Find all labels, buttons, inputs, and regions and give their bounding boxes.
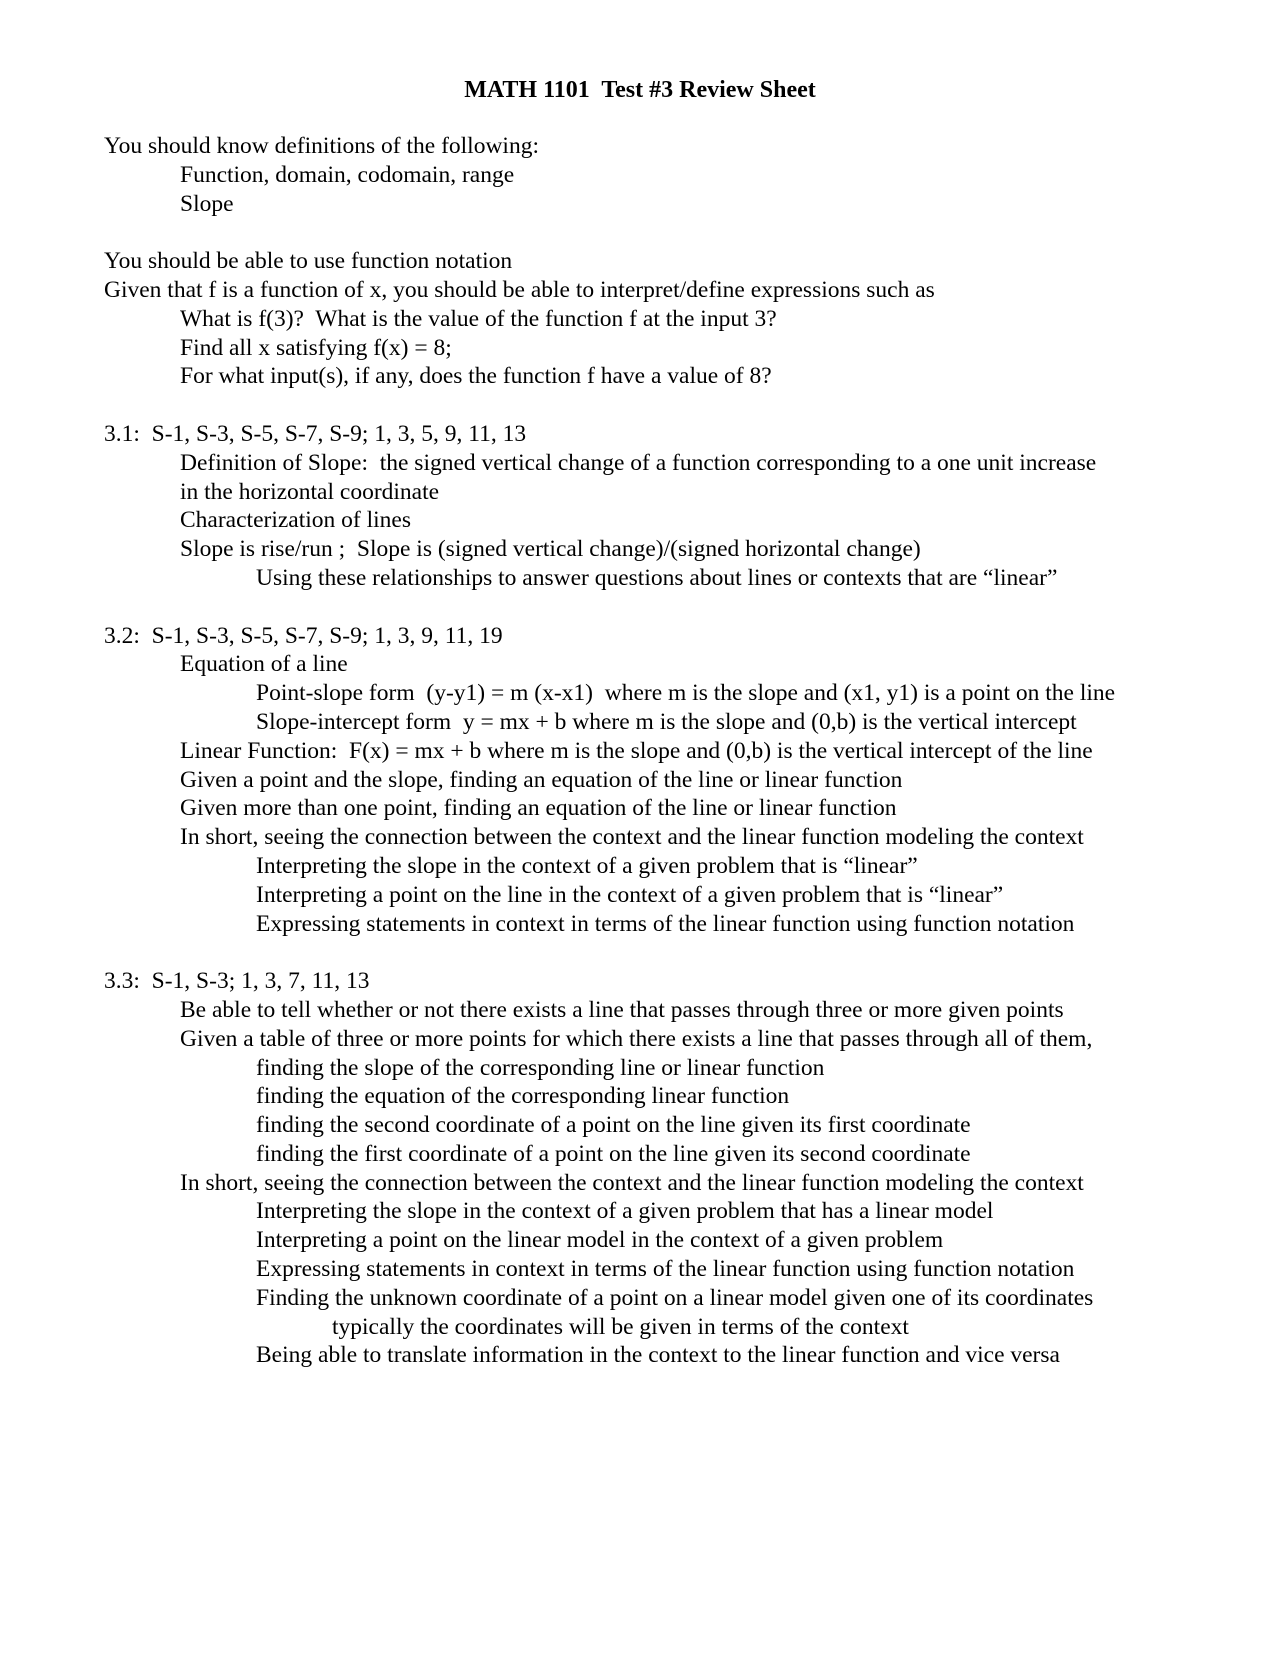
equation-heading: Equation of a line: [180, 651, 348, 678]
section-3-2-header: 3.2: S-1, S-3, S-5, S-7, S-9; 1, 3, 9, 11, 19: [104, 622, 503, 649]
section-3-2-sub: Expressing statements in context in terms of the linear function using function notation: [256, 910, 1075, 937]
document-body: [104, 132, 1224, 1370]
notation-line: Given that f is a function of x, you should be able to interpret/define expressions such as: [104, 276, 935, 303]
notation-example: For what input(s), if any, does the function f have a value of 8?: [180, 363, 772, 390]
section-3-3-sub-sub: typically the coordinates will be given in terms of the context: [332, 1313, 909, 1340]
definitions-heading: You should know definitions of the following:: [104, 133, 539, 159]
notation-line: You should be able to use function notation: [104, 248, 513, 275]
table-task: finding the slope of the corresponding line or linear function: [256, 1054, 825, 1081]
spacer: [104, 218, 1224, 247]
section-3-1-line: in the horizontal coordinate: [180, 478, 440, 505]
section-3-1-line: Definition of Slope: the signed vertical change of a function corresponding to a one unit increase: [180, 449, 1097, 476]
table-task: finding the equation of the corresponding linear function: [256, 1083, 790, 1110]
section-3-3-sub: Interpreting a point on the linear model in the context of a given problem: [256, 1227, 944, 1254]
page-title: MATH 1101 Test #3 Review Sheet: [464, 77, 816, 103]
spacer: [104, 593, 1224, 622]
notation-example: What is f(3)? What is the value of the function f at the input 3?: [180, 305, 777, 332]
spacer: [104, 391, 1224, 420]
table-task: finding the second coordinate of a point on the line given its first coordinate: [256, 1112, 971, 1139]
section-3-3-sub: Expressing statements in context in terms of the linear function using function notation: [256, 1256, 1075, 1283]
section-3-1-header: 3.1: S-1, S-3, S-5, S-7, S-9; 1, 3, 5, 9, 11, 13: [104, 420, 527, 447]
point-slope-form: Point-slope form (y-y1) = m (x-x1) where m is the slope and (x1, y1) is a point on the line: [256, 680, 1116, 707]
section-3-3-sub: Finding the unknown coordinate of a point on a linear model given one of its coordinates: [256, 1284, 1094, 1311]
section-3-3-line: Be able to tell whether or not there exists a line that passes through three or more given points: [180, 996, 1064, 1023]
notation-example: Find all x satisfying f(x) = 8;: [180, 334, 452, 361]
section-3-2-line: Given more than one point, finding an equation of the line or linear function: [180, 795, 897, 822]
section-3-3-in-short: In short, seeing the connection between the context and the linear function modeling the context: [180, 1169, 1084, 1196]
table-task: finding the first coordinate of a point on the line given its second coordinate: [256, 1140, 971, 1167]
section-3-3-header: 3.3: S-1, S-3; 1, 3, 7, 11, 13: [104, 968, 370, 995]
section-3-1-line: Slope is rise/run ; Slope is (signed vertical change)/(signed horizontal change): [180, 536, 921, 563]
section-3-1-line: Characterization of lines: [180, 507, 411, 534]
section-3-1-sub: Using these relationships to answer questions about lines or contexts that are “linear”: [256, 564, 1058, 591]
slope-intercept-form: Slope-intercept form y = mx + b where m is the slope and (0,b) is the vertical intercept: [256, 708, 1077, 735]
section-3-2-sub: Interpreting a point on the line in the context of a given problem that is “linear”: [256, 881, 1004, 908]
section-3-2-line: Linear Function: F(x) = mx + b where m is the slope and (0,b) is the vertical intercept of the line: [180, 737, 1093, 764]
section-3-3-line: Given a table of three or more points for which there exists a line that passes through all of them,: [180, 1025, 1093, 1052]
spacer: [104, 938, 1224, 967]
section-3-3-last: Being able to translate information in the context to the linear function and vice versa: [256, 1342, 1060, 1369]
section-3-2-line: In short, seeing the connection between the context and the linear function modeling the context: [180, 824, 1084, 851]
section-3-2-line: Given a point and the slope, finding an equation of the line or linear function: [180, 766, 903, 793]
section-3-3-sub: Interpreting the slope in the context of a given problem that has a linear model: [256, 1198, 994, 1225]
definition-item: Function, domain, codomain, range: [180, 161, 515, 188]
section-3-2-sub: Interpreting the slope in the context of a given problem that is “linear”: [256, 852, 918, 879]
definition-item: Slope: [180, 190, 234, 217]
